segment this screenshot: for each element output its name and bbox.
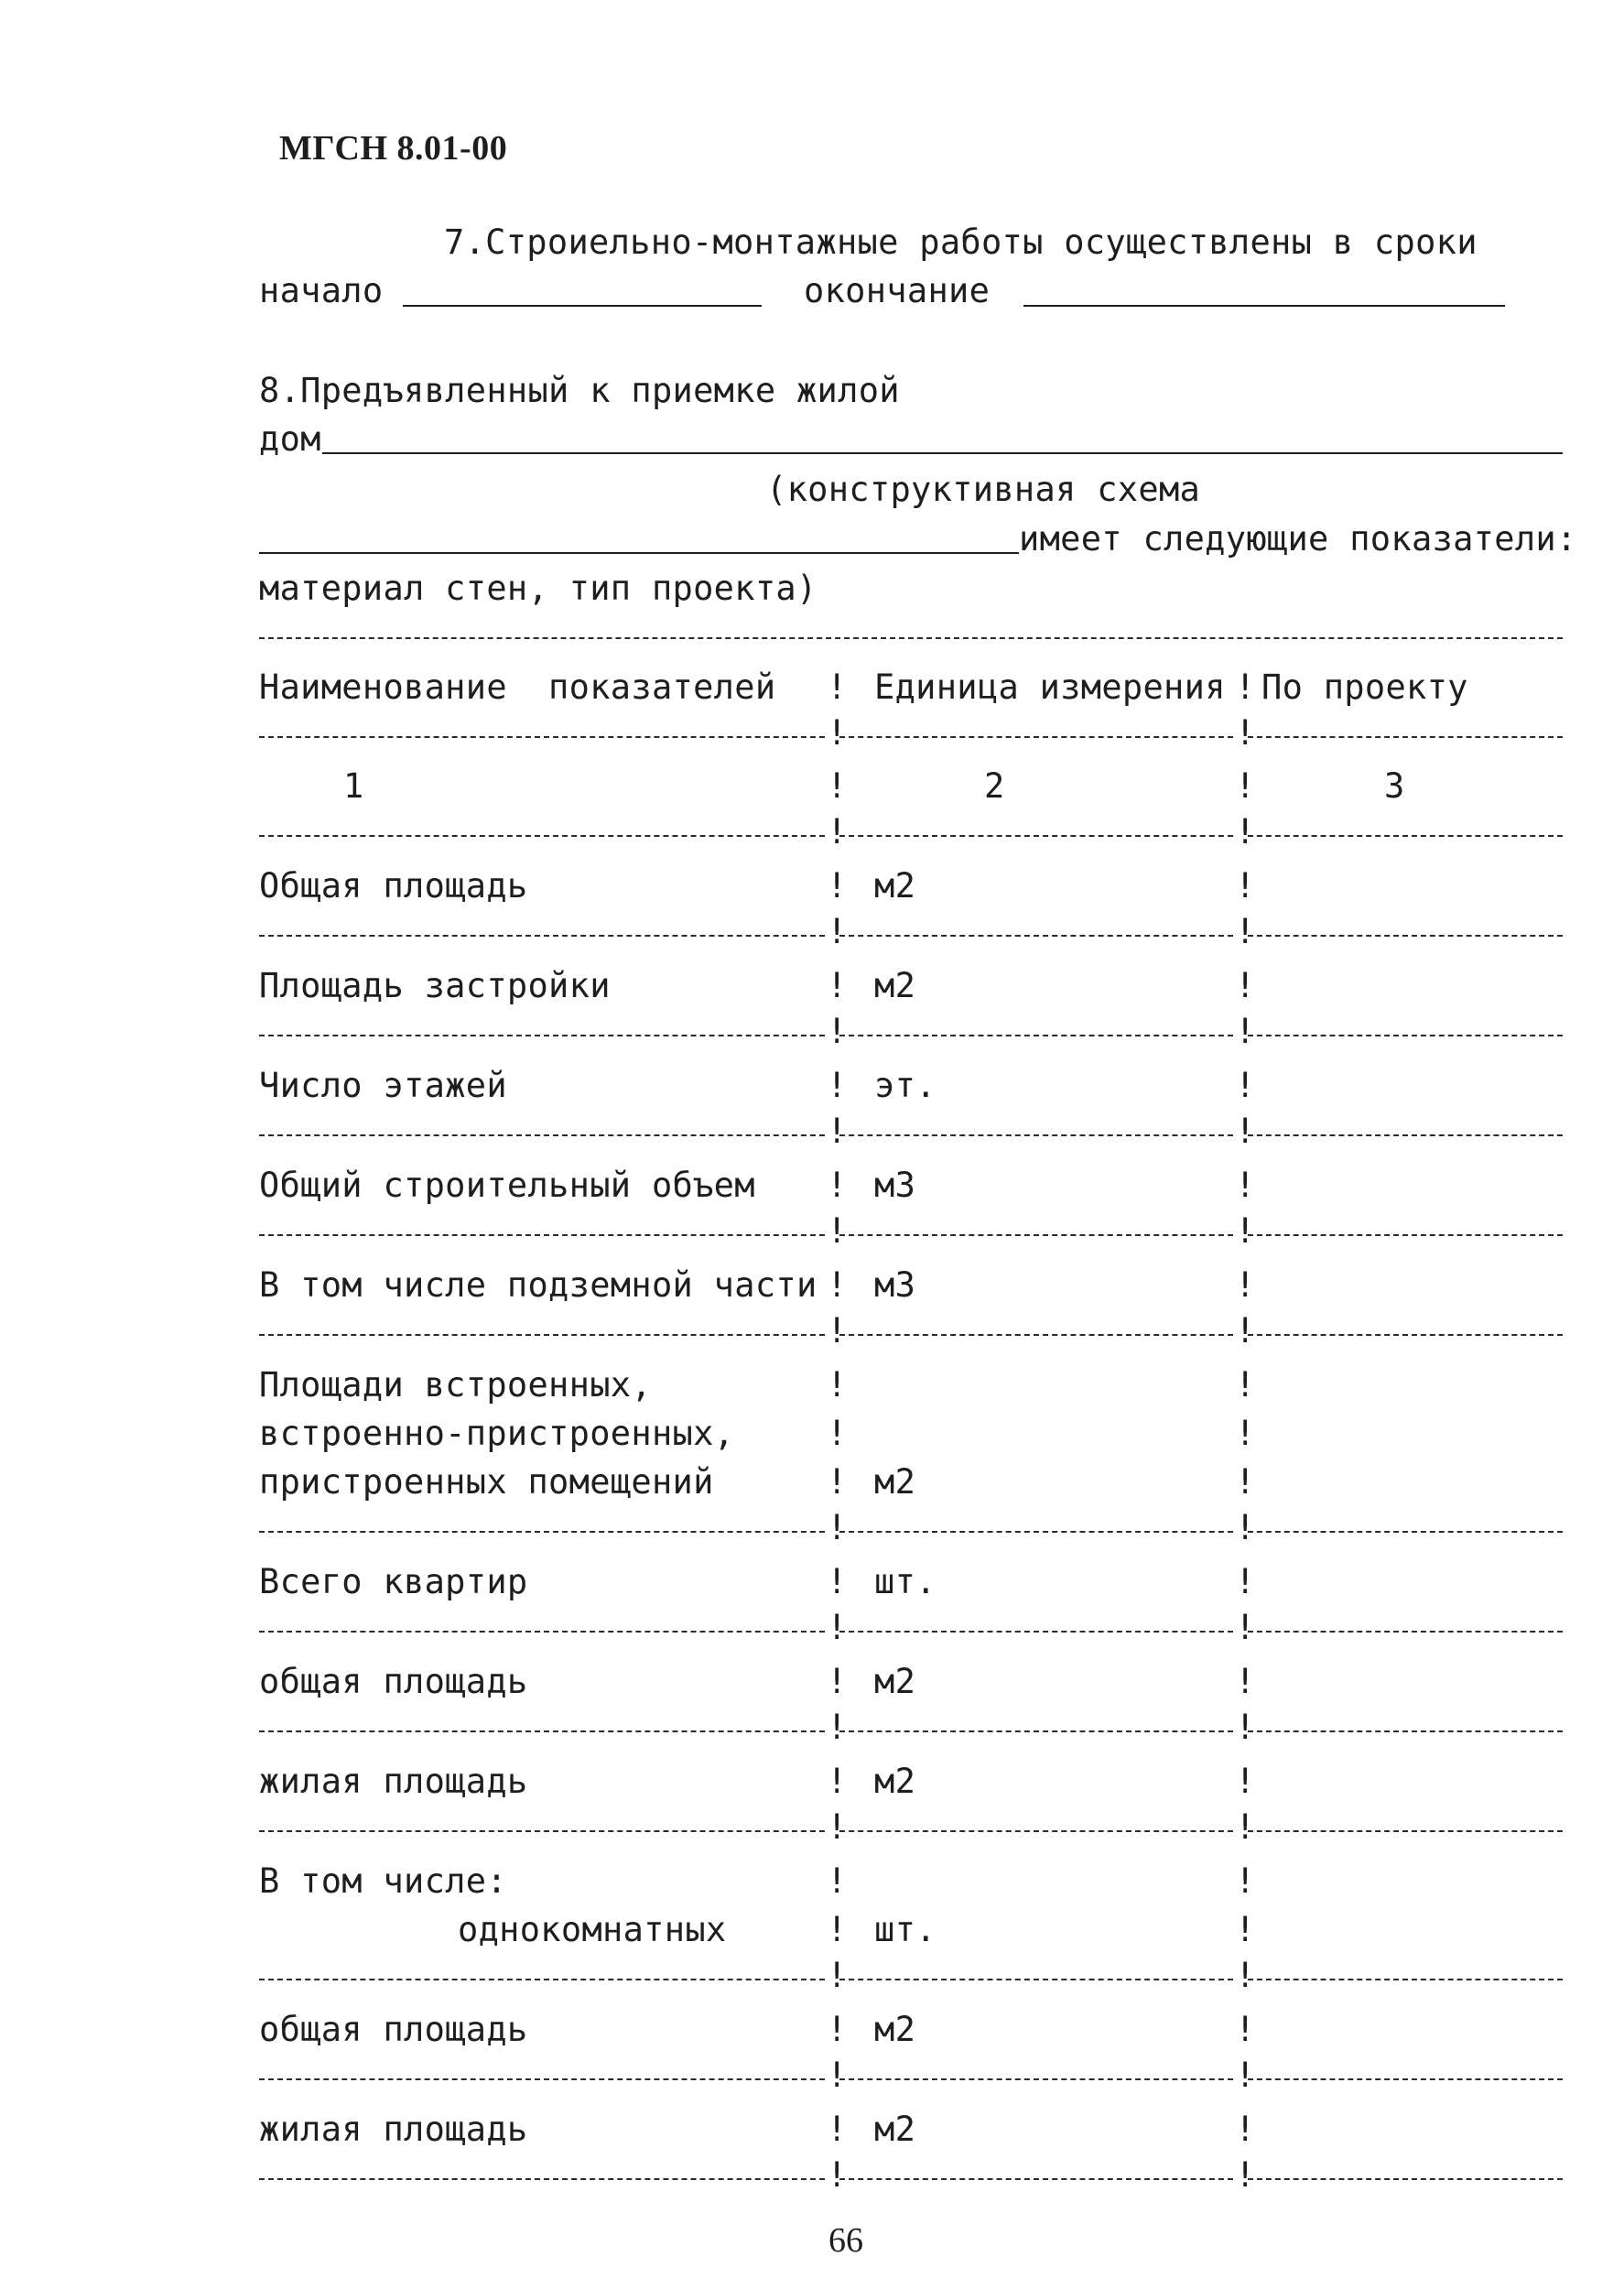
indicators-text: имеет следующие показатели: <box>1019 519 1577 559</box>
start-date-blank <box>403 305 762 307</box>
table-row-name: Общий строительный объем <box>259 1166 755 1205</box>
rule-junction: ! <box>1235 1112 1256 1151</box>
column-separator: ! <box>827 1562 848 1601</box>
table-row-unit: м2 <box>874 2010 916 2049</box>
table-row-name: жилая площадь <box>259 1762 528 1801</box>
table-rule-segment <box>839 2178 1233 2180</box>
table-row-name: В том числе: <box>259 1861 507 1901</box>
column-separator: ! <box>827 1166 848 1205</box>
page-number: 66 <box>828 2221 863 2260</box>
table-rule-segment <box>839 1035 1233 1036</box>
rule-junction: ! <box>1235 2056 1256 2095</box>
column-separator: ! <box>827 1365 848 1405</box>
table-row-name: однокомнатных <box>458 1910 727 1949</box>
table-row-unit: м3 <box>874 1265 916 1305</box>
column-separator: ! <box>1235 1662 1256 1701</box>
table-rule-segment <box>259 1979 825 1980</box>
table-rule-segment <box>259 1830 825 1832</box>
column-separator: ! <box>827 2010 848 2049</box>
rule-junction: ! <box>827 1012 848 1051</box>
rule-junction: ! <box>1235 812 1256 852</box>
table-rule-segment <box>1248 835 1563 837</box>
table-header-name: Наименование показателей <box>259 667 776 707</box>
table-rule-segment <box>259 935 825 937</box>
table-rule-segment <box>839 1830 1233 1832</box>
rule-junction: ! <box>827 1311 848 1351</box>
column-separator: ! <box>1235 1066 1256 1105</box>
column-separator: ! <box>1235 1414 1256 1453</box>
rule-junction: ! <box>827 1112 848 1151</box>
rule-junction: ! <box>827 1708 848 1747</box>
table-rule-segment <box>839 1134 1233 1136</box>
table-header-project: По проекту <box>1261 667 1468 707</box>
table-rule-segment <box>839 835 1233 837</box>
column-separator: ! <box>827 866 848 906</box>
construction-hint: (конструктивная схема <box>766 470 1201 509</box>
table-rule-segment <box>839 1334 1233 1336</box>
rule-junction: ! <box>1235 1508 1256 1547</box>
table-rule-segment <box>259 2178 825 2180</box>
house-label: дом <box>259 419 321 459</box>
column-separator: ! <box>827 1414 848 1453</box>
table-row-name: Общая площадь <box>259 866 528 906</box>
column-separator: ! <box>1235 966 1256 1005</box>
table-rule-segment <box>1248 1830 1563 1832</box>
house-blank <box>322 452 1563 454</box>
column-separator: ! <box>1235 1166 1256 1205</box>
table-row-name: В том числе подземной части <box>259 1265 817 1305</box>
column-separator: ! <box>827 1762 848 1801</box>
rule-junction: ! <box>827 1608 848 1647</box>
column-separator: ! <box>1235 2110 1256 2149</box>
table-rule <box>259 637 1563 639</box>
table-rule-segment <box>1248 1234 1563 1236</box>
column-separator: ! <box>827 2110 848 2149</box>
table-rule-segment <box>839 2078 1233 2080</box>
column-number-3: 3 <box>1384 766 1405 806</box>
table-rule-segment <box>839 1730 1233 1732</box>
rule-junction: ! <box>1235 1708 1256 1747</box>
table-rule-segment <box>259 1234 825 1236</box>
rule-junction: ! <box>1235 713 1256 753</box>
column-separator: ! <box>827 1861 848 1901</box>
table-rule-segment <box>259 1730 825 1732</box>
table-rule-segment <box>1248 1334 1563 1336</box>
table-row-unit: м2 <box>874 1662 916 1701</box>
table-row-unit: м2 <box>874 2110 916 2149</box>
column-separator: ! <box>827 1066 848 1105</box>
column-separator: ! <box>1235 1910 1256 1949</box>
table-row-unit: эт. <box>874 1066 937 1105</box>
materials-hint: материал стен, тип проекта) <box>259 569 817 608</box>
rule-junction: ! <box>827 2056 848 2095</box>
table-rule-segment <box>1248 1134 1563 1136</box>
table-rule-segment <box>1248 1979 1563 1980</box>
table-row-unit: м2 <box>874 866 916 906</box>
table-rule-segment <box>1248 935 1563 937</box>
table-rule-segment <box>259 1035 825 1036</box>
rule-junction: ! <box>827 2155 848 2195</box>
table-row-unit: м2 <box>874 1762 916 1801</box>
document-code: МГСН 8.01-00 <box>279 129 508 168</box>
table-rule-segment <box>259 736 825 738</box>
column-separator: ! <box>827 667 848 707</box>
table-header-unit: Единица измерения <box>874 667 1226 707</box>
table-rule-segment <box>839 935 1233 937</box>
rule-junction: ! <box>1235 1807 1256 1847</box>
start-date-label: начало <box>259 271 384 310</box>
table-rule-segment <box>1248 1531 1563 1533</box>
table-rule-segment <box>839 1979 1233 1980</box>
column-separator: ! <box>827 1265 848 1305</box>
column-number-1: 1 <box>343 766 364 806</box>
table-rule-segment <box>259 1134 825 1136</box>
column-number-2: 2 <box>984 766 1005 806</box>
column-separator: ! <box>1235 2010 1256 2049</box>
column-separator: ! <box>1235 1462 1256 1502</box>
table-rule-segment <box>1248 1035 1563 1036</box>
column-separator: ! <box>827 1910 848 1949</box>
table-rule-segment <box>259 835 825 837</box>
table-row-name: общая площадь <box>259 1662 528 1701</box>
table-row-name: Всего квартир <box>259 1562 528 1601</box>
table-row-unit: шт. <box>874 1562 937 1601</box>
rule-junction: ! <box>827 812 848 852</box>
table-row-name: пристроенных помещений <box>259 1462 714 1502</box>
table-rule-segment <box>259 1631 825 1633</box>
column-separator: ! <box>827 766 848 806</box>
table-row-name: Число этажей <box>259 1066 507 1105</box>
rule-junction: ! <box>827 1508 848 1547</box>
table-row-name: общая площадь <box>259 2010 528 2049</box>
rule-junction: ! <box>827 713 848 753</box>
table-rule-segment <box>839 1531 1233 1533</box>
end-date-blank <box>1023 305 1505 307</box>
table-row-unit: шт. <box>874 1910 937 1949</box>
rule-junction: ! <box>827 1956 848 1995</box>
rule-junction: ! <box>827 1807 848 1847</box>
column-separator: ! <box>1235 1265 1256 1305</box>
table-rule-segment <box>839 736 1233 738</box>
column-separator: ! <box>827 1462 848 1502</box>
column-separator: ! <box>1235 866 1256 906</box>
table-rule-segment <box>839 1234 1233 1236</box>
rule-junction: ! <box>1235 1956 1256 1995</box>
table-rule-segment <box>1248 1631 1563 1633</box>
table-row-name: встроенно-пристроенных, <box>259 1414 735 1453</box>
rule-junction: ! <box>1235 1608 1256 1647</box>
table-rule-segment <box>1248 2078 1563 2080</box>
rule-junction: ! <box>1235 1211 1256 1251</box>
table-row-name: Площадь застройки <box>259 966 611 1005</box>
end-date-label: окончание <box>804 271 991 310</box>
table-row-name: Площади встроенных, <box>259 1365 652 1405</box>
column-separator: ! <box>1235 766 1256 806</box>
table-row-unit: м2 <box>874 1462 916 1502</box>
table-rule-segment <box>1248 2178 1563 2180</box>
column-separator: ! <box>827 1662 848 1701</box>
rule-junction: ! <box>827 1211 848 1251</box>
table-row-unit: м3 <box>874 1166 916 1205</box>
rule-junction: ! <box>1235 2155 1256 2195</box>
table-rule-segment <box>259 1531 825 1533</box>
column-separator: ! <box>1235 1365 1256 1405</box>
section-8-text: 8.Предъявленный к приемке жилой <box>259 371 900 410</box>
rule-junction: ! <box>827 912 848 951</box>
column-separator: ! <box>827 966 848 1005</box>
table-row-name: жилая площадь <box>259 2110 528 2149</box>
column-separator: ! <box>1235 1762 1256 1801</box>
column-separator: ! <box>1235 1861 1256 1901</box>
construction-blank <box>259 552 1019 554</box>
column-separator: ! <box>1235 667 1256 707</box>
rule-junction: ! <box>1235 1311 1256 1351</box>
rule-junction: ! <box>1235 1012 1256 1051</box>
column-separator: ! <box>1235 1562 1256 1601</box>
table-row-unit: м2 <box>874 966 916 1005</box>
section-7-text: 7.Строиельно-монтажные работы осуществлены в сроки <box>444 222 1478 262</box>
table-rule-segment <box>839 1631 1233 1633</box>
table-rule-segment <box>1248 1730 1563 1732</box>
rule-junction: ! <box>1235 912 1256 951</box>
table-rule-segment <box>259 2078 825 2080</box>
table-rule-segment <box>1248 736 1563 738</box>
table-rule-segment <box>259 1334 825 1336</box>
